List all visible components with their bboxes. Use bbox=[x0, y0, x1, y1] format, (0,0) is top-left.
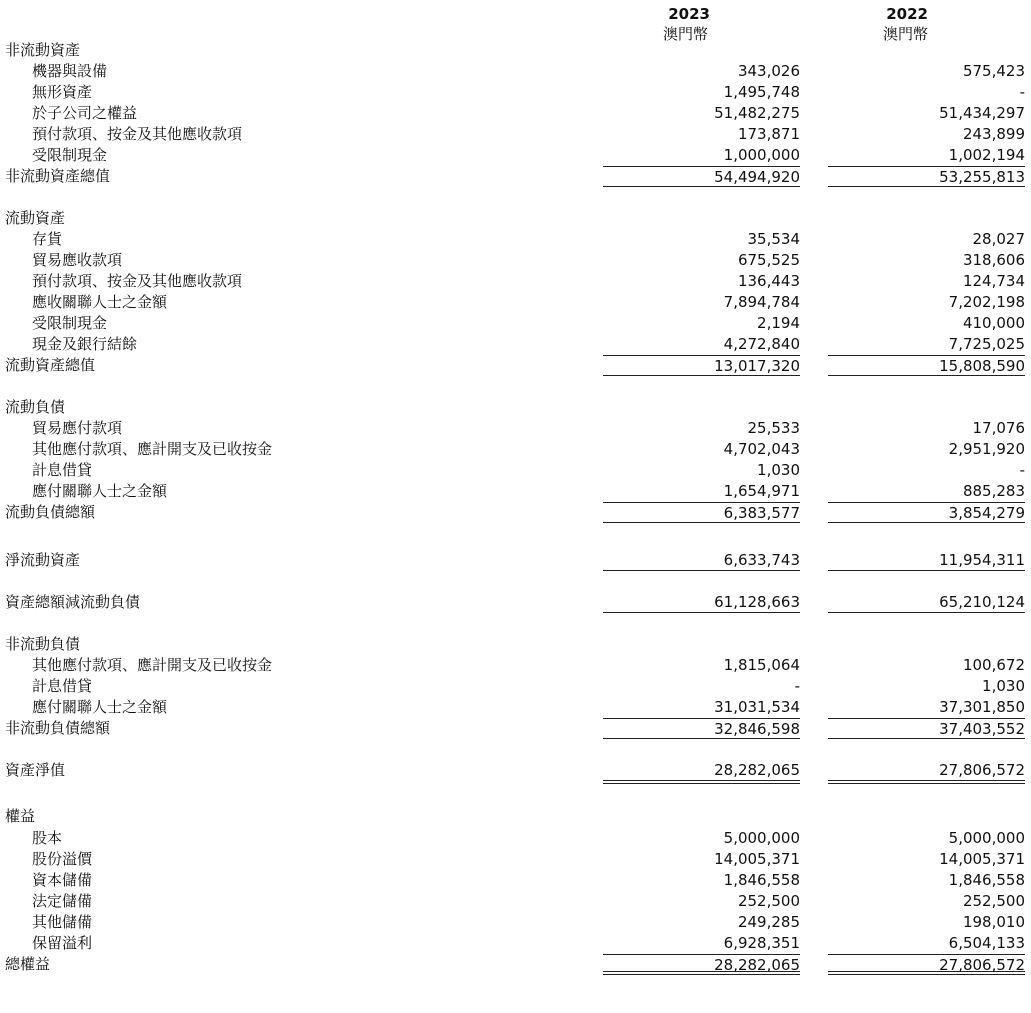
value-2022: 53,255,813 bbox=[828, 166, 1025, 187]
table-row bbox=[0, 655, 1031, 675]
value-2023: 25,533 bbox=[747, 419, 800, 437]
table-row bbox=[0, 334, 1031, 354]
table-row bbox=[0, 313, 1031, 333]
table-row bbox=[0, 933, 1031, 953]
value-2023: 5,000,000 bbox=[723, 829, 800, 847]
row-label: 總權益 bbox=[5, 955, 51, 973]
value-2023: 32,846,598 bbox=[603, 718, 800, 739]
row-label: 貿易應付款項 bbox=[32, 419, 123, 437]
table-row bbox=[0, 82, 1031, 102]
table-row bbox=[0, 676, 1031, 696]
row-label: 應付關聯人士之金額 bbox=[32, 698, 168, 716]
value-2023: 2,194 bbox=[757, 314, 800, 332]
table-row bbox=[0, 849, 1031, 869]
currency-2023-label: 澳門幣 bbox=[662, 25, 708, 43]
value-2023: 252,500 bbox=[737, 892, 800, 910]
value-2022: 198,010 bbox=[962, 913, 1025, 931]
value-2023: 13,017,320 bbox=[603, 355, 800, 376]
row-label: 其他儲備 bbox=[32, 913, 93, 931]
table-row bbox=[0, 760, 1031, 780]
row-label: 資本儲備 bbox=[32, 871, 93, 889]
value-2023: 675,525 bbox=[737, 251, 800, 269]
table-row bbox=[0, 870, 1031, 890]
table-row bbox=[0, 634, 1031, 654]
value-2022: - bbox=[1019, 461, 1025, 479]
value-2022: 410,000 bbox=[962, 314, 1025, 332]
row-label: 法定儲備 bbox=[32, 892, 93, 910]
value-2023: 51,482,275 bbox=[714, 104, 800, 122]
value-2022: 252,500 bbox=[962, 892, 1025, 910]
value-2022: 2,951,920 bbox=[948, 440, 1025, 458]
table-row bbox=[0, 61, 1031, 81]
row-label: 存貨 bbox=[32, 230, 63, 248]
value-2023: 136,443 bbox=[737, 272, 800, 290]
table-row bbox=[0, 806, 1031, 826]
value-2023: 6,633,743 bbox=[603, 550, 800, 571]
row-label: 其他應付款項、應計開支及已收按金 bbox=[32, 656, 273, 674]
row-label: 資產淨值 bbox=[5, 761, 66, 779]
value-2023: 61,128,663 bbox=[603, 592, 800, 613]
table-row bbox=[0, 891, 1031, 911]
row-label: 應收關聯人士之金額 bbox=[32, 293, 168, 311]
value-2022: 51,434,297 bbox=[939, 104, 1025, 122]
row-label: 保留溢利 bbox=[32, 934, 93, 952]
table-row bbox=[0, 124, 1031, 144]
table-row bbox=[0, 481, 1031, 501]
row-label: 非流動資產 bbox=[5, 41, 81, 59]
table-row bbox=[0, 229, 1031, 249]
table-row bbox=[0, 828, 1031, 848]
row-label: 於子公司之權益 bbox=[32, 104, 138, 122]
value-2023: 1,846,558 bbox=[723, 871, 800, 889]
table-row bbox=[0, 502, 1031, 522]
value-2023: 54,494,920 bbox=[603, 166, 800, 187]
value-2023: 7,894,784 bbox=[723, 293, 800, 311]
row-label: 計息借貸 bbox=[32, 461, 93, 479]
row-label: 流動資產總值 bbox=[5, 356, 96, 374]
value-2022: 3,854,279 bbox=[828, 502, 1025, 523]
value-2022: 14,005,371 bbox=[939, 850, 1025, 868]
row-label: 貿易應收款項 bbox=[32, 251, 123, 269]
row-label: 受限制現金 bbox=[32, 146, 108, 164]
value-2022: 318,606 bbox=[962, 251, 1025, 269]
value-2023: 31,031,534 bbox=[714, 698, 800, 716]
value-2022: 885,283 bbox=[962, 482, 1025, 500]
row-label: 股本 bbox=[32, 829, 63, 847]
table-row bbox=[0, 718, 1031, 738]
value-2022: 1,030 bbox=[982, 677, 1025, 695]
table-row bbox=[0, 592, 1031, 612]
table-row bbox=[0, 103, 1031, 123]
value-2022: 27,806,572 bbox=[828, 760, 1025, 784]
value-2023: 14,005,371 bbox=[714, 850, 800, 868]
value-2022: 100,672 bbox=[962, 656, 1025, 674]
table-row bbox=[0, 912, 1031, 932]
value-2022: 575,423 bbox=[962, 62, 1025, 80]
value-2022: 17,076 bbox=[972, 419, 1025, 437]
row-label: 權益 bbox=[5, 807, 36, 825]
row-label: 其他應付款項、應計開支及已收按金 bbox=[32, 440, 273, 458]
table-row bbox=[0, 271, 1031, 291]
value-2022: 28,027 bbox=[972, 230, 1025, 248]
value-2023: 1,654,971 bbox=[723, 482, 800, 500]
value-2022: 7,725,025 bbox=[948, 335, 1025, 353]
value-2023: 28,282,065 bbox=[603, 954, 800, 975]
row-label: 淨流動資產 bbox=[5, 551, 81, 569]
table-row bbox=[0, 954, 1031, 974]
value-2022: 243,899 bbox=[962, 125, 1025, 143]
row-label: 無形資產 bbox=[32, 83, 93, 101]
row-label: 機器與設備 bbox=[32, 62, 108, 80]
row-label: 受限制現金 bbox=[32, 314, 108, 332]
table-row bbox=[0, 145, 1031, 165]
value-2022: 6,504,133 bbox=[948, 934, 1025, 952]
row-label: 非流動資產總值 bbox=[5, 167, 111, 185]
table-row bbox=[0, 40, 1031, 60]
row-label: 預付款項、按金及其他應收款項 bbox=[32, 272, 243, 290]
value-2023: 6,383,577 bbox=[603, 502, 800, 523]
value-2023: 6,928,351 bbox=[723, 934, 800, 952]
value-2022: 1,846,558 bbox=[948, 871, 1025, 889]
value-2023: 249,285 bbox=[737, 913, 800, 931]
row-label: 計息借貸 bbox=[32, 677, 93, 695]
table-row bbox=[0, 418, 1031, 438]
table-row bbox=[0, 697, 1031, 717]
value-2023: 4,272,840 bbox=[723, 335, 800, 353]
value-2022: 27,806,572 bbox=[828, 954, 1025, 975]
value-2023: 35,534 bbox=[747, 230, 800, 248]
value-2022: 15,808,590 bbox=[828, 355, 1025, 376]
row-label: 現金及銀行結餘 bbox=[32, 335, 138, 353]
row-label: 流動資產 bbox=[5, 209, 66, 227]
table-row bbox=[0, 208, 1031, 228]
value-2022: 124,734 bbox=[962, 272, 1025, 290]
table-row bbox=[0, 355, 1031, 375]
row-label: 應付關聯人士之金額 bbox=[32, 482, 168, 500]
row-label: 流動負債總額 bbox=[5, 503, 96, 521]
table-row bbox=[0, 250, 1031, 270]
value-2023: 1,815,064 bbox=[723, 656, 800, 674]
value-2022: 65,210,124 bbox=[828, 592, 1025, 613]
row-label: 預付款項、按金及其他應收款項 bbox=[32, 125, 243, 143]
currency-2022-label: 澳門幣 bbox=[882, 25, 928, 43]
table-row bbox=[0, 439, 1031, 459]
value-2023: 28,282,065 bbox=[603, 760, 800, 784]
value-2022: 5,000,000 bbox=[948, 829, 1025, 847]
value-2022: 1,002,194 bbox=[948, 146, 1025, 164]
value-2023: 4,702,043 bbox=[723, 440, 800, 458]
row-label: 資產總額減流動負債 bbox=[5, 593, 141, 611]
row-label: 流動負債 bbox=[5, 398, 66, 416]
table-row bbox=[0, 292, 1031, 312]
value-2023: 1,030 bbox=[757, 461, 800, 479]
value-2022: - bbox=[1019, 83, 1025, 101]
table-row bbox=[0, 550, 1031, 570]
value-2023: 1,000,000 bbox=[723, 146, 800, 164]
row-label: 股份溢價 bbox=[32, 850, 93, 868]
year-2022-label: 2022 bbox=[886, 5, 928, 23]
year-2023-label: 2023 bbox=[668, 5, 710, 23]
row-label: 非流動負債總額 bbox=[5, 719, 111, 737]
value-2023: 1,495,748 bbox=[723, 83, 800, 101]
value-2022: 37,403,552 bbox=[828, 718, 1025, 739]
table-row bbox=[0, 166, 1031, 186]
value-2023: 173,871 bbox=[737, 125, 800, 143]
table-row bbox=[0, 397, 1031, 417]
value-2023: - bbox=[794, 677, 800, 695]
value-2022: 37,301,850 bbox=[939, 698, 1025, 716]
value-2022: 11,954,311 bbox=[828, 550, 1025, 571]
table-row bbox=[0, 460, 1031, 480]
value-2022: 7,202,198 bbox=[948, 293, 1025, 311]
value-2023: 343,026 bbox=[737, 62, 800, 80]
row-label: 非流動負債 bbox=[5, 635, 81, 653]
